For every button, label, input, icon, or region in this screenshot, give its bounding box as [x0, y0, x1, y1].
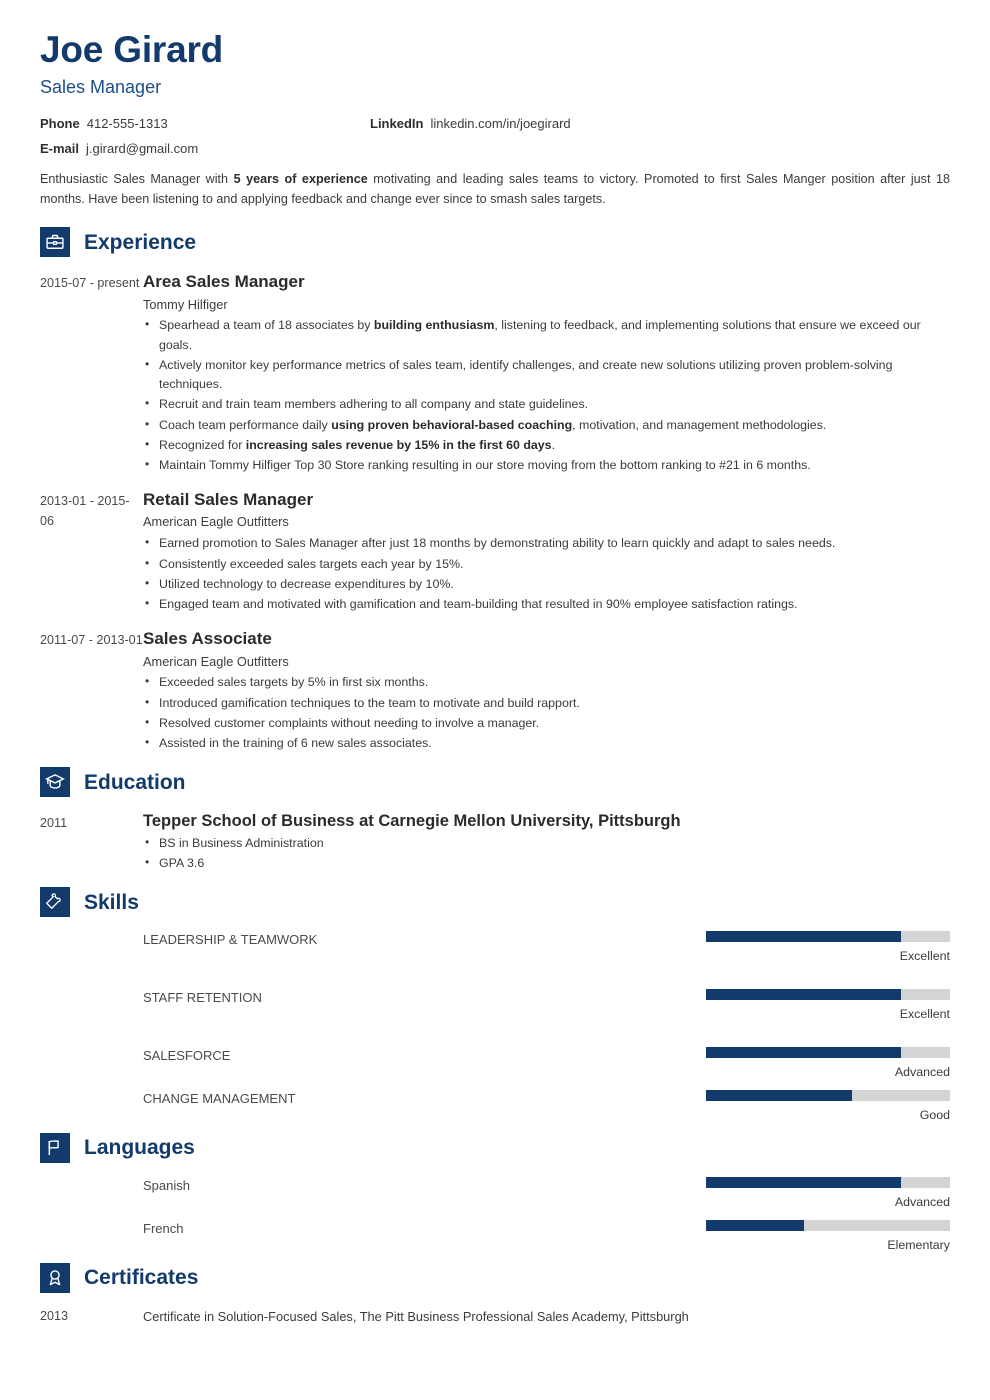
entry-organization: Tommy Hilfiger — [143, 296, 228, 312]
education-entry — [40, 811, 950, 874]
contact-phone — [40, 116, 370, 131]
spacer — [40, 1032, 950, 1047]
entry-body — [143, 811, 950, 874]
list-item: • Utilized technology to decrease expenditures by 10%. — [143, 575, 950, 594]
section-header-languages — [40, 1133, 950, 1163]
skill-label: SALESFORCE — [143, 1048, 231, 1064]
entry-date: 2011-07 - 2013-01 — [40, 633, 143, 648]
meter-fill — [706, 989, 901, 1000]
skills-list — [40, 931, 950, 1123]
section-header-skills — [40, 887, 950, 917]
certificate-text: Certificate in Solution-Focused Sales, The Pitt Business Professional Sales Academy, Pittsburgh — [143, 1308, 689, 1324]
list-item: • BS in Business Administration — [143, 834, 950, 853]
entry-bullets — [143, 834, 950, 873]
meter-fill — [706, 1090, 852, 1101]
languages-list — [40, 1177, 950, 1253]
entry-bullets — [143, 673, 950, 753]
list-item: • Assisted in the training of 6 new sales associates. — [143, 734, 950, 753]
section-education — [40, 767, 950, 874]
list-item: • Maintain Tommy Hilfiger Top 30 Store ranking resulting in our store moving from the bottom ranking to #21 in 6 months. — [143, 456, 950, 475]
professional-summary — [40, 170, 950, 209]
summary-text-2: motivating and leading sales teams to victory. Promoted to first Sales Manger position after just 18 months. Have been listening to and applying feedback and change ever since to smash sales targets. — [40, 172, 950, 206]
list-item: • Resolved customer complaints without needing to involve a manager. — [143, 714, 950, 733]
contact-row-1 — [40, 116, 950, 131]
skill-level: Excellent — [899, 1007, 950, 1022]
experience-entry — [40, 271, 950, 476]
contact-row-2 — [40, 141, 950, 156]
list-item: • Spearhead a team of 18 associates by building enthusiasm, listening to feedback, and implementing solutions that ensure we exceed our goals. — [143, 316, 950, 354]
skill-row — [40, 1090, 950, 1123]
contact-email[interactable] — [40, 141, 370, 156]
language-level: Advanced — [894, 1194, 950, 1209]
entry-bullets — [143, 316, 950, 475]
entry-body — [143, 489, 950, 615]
skill-row — [40, 931, 950, 964]
skill-meter — [706, 1047, 950, 1080]
section-languages — [40, 1133, 950, 1253]
language-level: Elementary — [887, 1237, 950, 1252]
list-item: • GPA 3.6 — [143, 854, 950, 873]
language-meter — [706, 1220, 950, 1253]
meter-track — [706, 931, 950, 942]
language-label: Spanish — [143, 1177, 190, 1193]
entry-role: Sales Associate — [143, 629, 272, 649]
section-header-experience — [40, 227, 950, 257]
contact-email-value[interactable]: j.girard@gmail.com — [86, 141, 199, 157]
skill-meter — [706, 989, 950, 1022]
meter-fill — [706, 1047, 901, 1058]
contact-email-label: E-mail — [40, 141, 80, 157]
page-title: Joe Girard — [40, 29, 224, 70]
skill-level: Advanced — [894, 1065, 950, 1080]
language-row — [40, 1220, 950, 1253]
list-item: • Recognized for increasing sales revenue by 15% in the first 60 days. — [143, 436, 950, 455]
meter-fill — [706, 1220, 804, 1231]
entry-date: 2013-01 - 2015-06 — [40, 494, 130, 529]
section-skills — [40, 887, 950, 1123]
entry-role: Tepper School of Business at Carnegie Mellon University, Pittsburgh — [143, 812, 681, 831]
section-header-education — [40, 767, 950, 797]
contact-phone-value: 412-555-1313 — [86, 116, 168, 132]
language-row — [40, 1177, 950, 1210]
language-label: French — [143, 1220, 184, 1236]
section-experience — [40, 227, 950, 754]
list-item: • Actively monitor key performance metrics of sales team, identify challenges, and create new solutions utilizing proven problem-solving techniques. — [143, 356, 950, 394]
section-title-education: Education — [84, 770, 186, 794]
list-item: • Coach team performance daily using proven behavioral-based coaching, motivation, and management methodologies. — [143, 416, 950, 435]
meter-track — [706, 989, 950, 1000]
contact-linkedin-label: LinkedIn — [370, 116, 424, 132]
skill-label: LEADERSHIP & TEAMWORK — [143, 932, 318, 948]
list-item: • Recruit and train team members adhering to all company and state guidelines. — [143, 395, 950, 414]
meter-track — [706, 1177, 950, 1188]
meter-fill — [706, 931, 901, 942]
experience-entry — [40, 489, 950, 615]
list-item: • Introduced gamification techniques to the team to motivate and build rapport. — [143, 694, 950, 713]
graduation-cap-icon — [40, 767, 70, 797]
contact-linkedin-value[interactable]: linkedin.com/in/joegirard — [430, 116, 571, 132]
puzzle-piece-icon — [40, 887, 70, 917]
skill-label: STAFF RETENTION — [143, 990, 262, 1006]
meter-track — [706, 1220, 950, 1231]
language-meter — [706, 1177, 950, 1210]
skill-meter — [706, 1090, 950, 1123]
entry-organization: American Eagle Outfitters — [143, 653, 289, 669]
spacer — [40, 974, 950, 989]
skill-level: Good — [919, 1107, 950, 1122]
contact-linkedin[interactable] — [370, 116, 571, 131]
entry-role: Retail Sales Manager — [143, 490, 314, 510]
skill-level: Excellent — [899, 949, 950, 964]
skill-label: CHANGE MANAGEMENT — [143, 1090, 296, 1106]
entry-organization: American Eagle Outfitters — [143, 514, 289, 530]
section-title-languages: Languages — [84, 1136, 195, 1160]
resume-header — [40, 30, 950, 209]
experience-entry — [40, 628, 950, 754]
skill-meter — [706, 931, 950, 964]
list-item: • Earned promotion to Sales Manager after just 18 months by demonstrating ability to learn quickly and adapt to sales needs. — [143, 534, 950, 553]
entry-body — [143, 271, 950, 476]
entry-date: 2015-07 - present — [40, 276, 140, 291]
section-title-experience: Experience — [84, 230, 197, 254]
skill-row — [40, 1047, 950, 1080]
list-item: • Exceeded sales targets by 5% in first six months. — [143, 673, 950, 692]
section-header-certificates — [40, 1263, 950, 1293]
entry-role: Area Sales Manager — [143, 272, 305, 292]
section-title-skills: Skills — [84, 890, 139, 914]
meter-fill — [706, 1177, 901, 1188]
section-title-certificates: Certificates — [84, 1266, 199, 1290]
entry-bullets — [143, 534, 950, 614]
job-title: Sales Manager — [40, 76, 162, 97]
summary-highlight: 5 years of experience — [233, 172, 368, 187]
list-item: • Consistently exceeded sales targets each year by 15%. — [143, 555, 950, 574]
section-certificates — [40, 1263, 950, 1326]
meter-track — [706, 1047, 950, 1058]
list-item: • Engaged team and motivated with gamification and team-building that resulted in 90% employee satisfaction ratings. — [143, 595, 950, 614]
skill-row — [40, 989, 950, 1022]
certificate-entry — [40, 1307, 950, 1326]
contact-details — [40, 116, 950, 156]
entry-date: 2011 — [40, 816, 68, 831]
briefcase-icon — [40, 227, 70, 257]
contact-phone-label: Phone — [40, 116, 80, 132]
entry-body — [143, 628, 950, 754]
meter-track — [706, 1090, 950, 1101]
flag-icon — [40, 1133, 70, 1163]
award-ribbon-icon — [40, 1263, 70, 1293]
certificate-date: 2013 — [40, 1308, 69, 1323]
summary-text-1: Enthusiastic Sales Manager with — [40, 172, 234, 187]
